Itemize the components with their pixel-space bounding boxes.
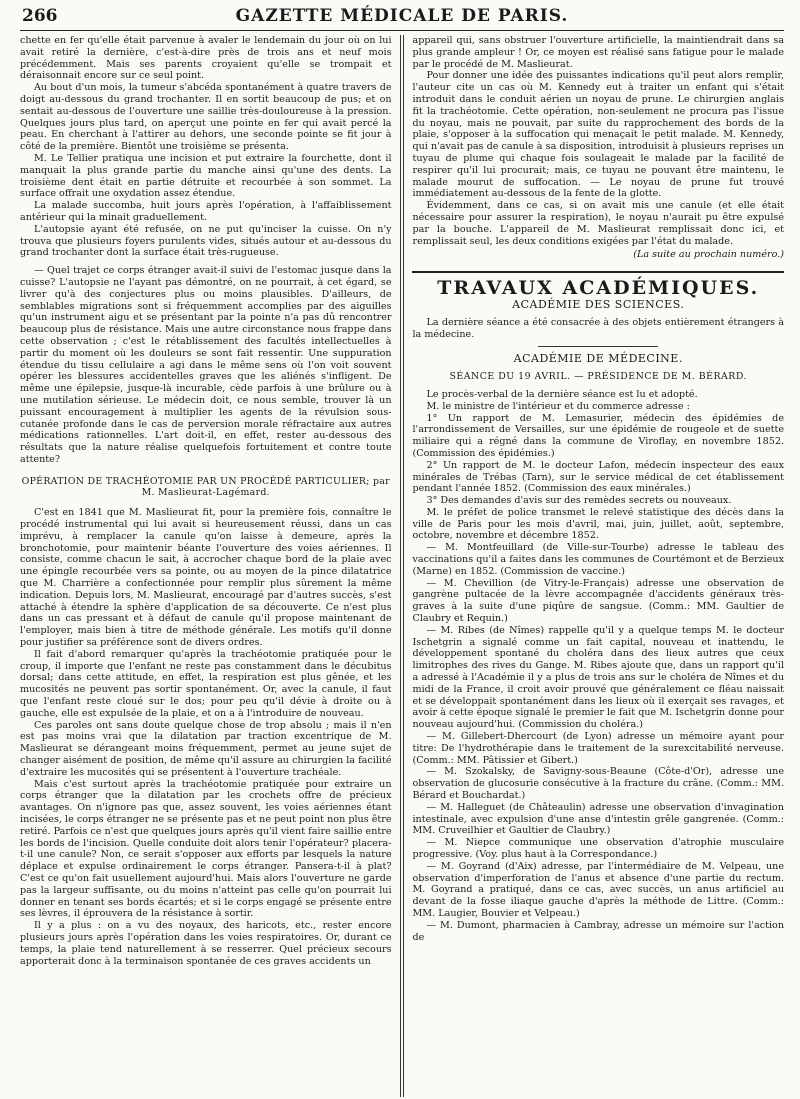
paragraph: M. le ministre de l'intérieur et du commerce adresse : (426, 400, 690, 412)
paragraph: — M. Szokalsky, de Savigny-sous-Beaune (Côte-d'Or), adresse une observation de glucosurie consécutive à la fracture du crâne. (Comm.: MM. Bérard et Bouchardat.) (412, 766, 784, 802)
paragraph: C'est en 1841 que M. Maslieurat fit, pour la première fois, connaître le procédé instrumental qui lui avait si heureusement réussi, dans un cas imprévu, à remplacer la canule qu'on laisse à demeure, après la bronchotomie, pour maintenir béante l'ouverture des voies aériennes. Il consiste, comme chacun le sait, à accrocher chaque bord de la plaie avec une épingle recourbée vers sa pointe, ou au moyen de la pince dilatatrice que M. Charrière a confectionnée pour remplir plus sûrement la même indication. Depuis lors, M. Maslieurat, encouragé par d'autres succès, s'est attaché à étendre la sphère d'application de sa découverte. Ce n'est plus dans un cas pressant et à défaut de canule qu'il propose maintenant de l'employer, mais bien à titre de méthode générale. Les motifs qu'il donne pour justifier sa préférence sont de divers ordres. (20, 507, 392, 649)
paragraph: Ces paroles ont sans doute quelque chose de trop absolu ; mais il n'en est pas moins vrai que la dilatation par traction excentrique de M. Maslieurat se dérangeant moins fréquemment, permet au jeune sujet de changer aisément de position, de même qu'il assure au chirurgien la facilité d'extraire les mucosités qui se présentent à l'ouverture trachéale. (20, 719, 392, 778)
paragraph: chette en fer qu'elle était parvenue à avaler le lendemain du jour où on lui avait retiré la dernière, c'est-à-dire près de trois ans et neuf mois précédemment. Mais ses parents croyaient qu'elle se trompait et déraisonnait encore sur ce seul point. (20, 35, 392, 82)
paragraph: La malade succomba, huit jours après l'opération, à l'affaiblissement antérieur qui la minait graduellement. (20, 200, 392, 223)
paragraph: — M. Goyrand (d'Aix) adresse, par l'intermédiaire de M. Velpeau, une observation d'imperforation de l'anus et absence d'une partie du rectum. M. Goyrand a pratiqué, dans ce cas, avec succès, un anus artificiel au devant de la fosse iliaque gauche d'après la méthode de Littre. (Comm.: MM. Laugier, Bouvier et Velpeau.) (412, 860, 784, 919)
paragraph: La dernière séance a été consacrée à des objets entièrement étrangers à la médecine. (412, 316, 784, 340)
left-column (20, 35, 400, 1097)
section-title: OPÉRATION DE TRACHÉOTOMIE PAR UN PROCÉDÉ PARTICULIER; par M. Maslieurat-Lagémard. (21, 475, 390, 499)
paragraph: — M. Halleguet (de Châteaulin) adresse une observation d'invagination intestinale, avec expulsion d'une anse d'intestin grêle gangrenée. (Comm.: MM. Cruveilhier et Gaultier de Claubry.) (412, 801, 784, 837)
page-header (20, 0, 784, 31)
paragraph: — M. Gillebert-Dhercourt (de Lyon) adresse un mémoire ayant pour titre: De l'hydrothérapie dans le traitement de la surexcitabilité nerveuse. (Comm.: MM. Pâtissier et Gibert.) (412, 731, 784, 766)
two-column-body (20, 35, 784, 1097)
paragraph: — M. Montfeuillard (de Ville-sur-Tourbe) adresse le tableau des vaccinations qu'il a faites dans les communes de Courtémont et de Berzieux (Marne) en 1852. (Commission de vaccine.) (412, 542, 784, 577)
page-number: 266 (22, 6, 58, 26)
paragraph: L'autopsie ayant été refusée, on ne put qu'inciser la cuisse. On n'y trouva que plusieurs foyers purulents vides, situés autour et au-dessous du grand trochanter dont la surface était très-rugueuse. (20, 223, 392, 259)
paragraph: — M. Chevillion (de Vitry-le-Français) adresse une observation de gangrène pultacée de la lèvre accompagnée d'accidents généraux très-graves à la suite d'une piqûre de sangsue. (Comm.: MM. Gaultier de Claubry et Requin.) (412, 577, 784, 625)
paragraph: Évidemment, dans ce cas, si on avait mis une canule (et elle était nécessaire pour assurer la respiration), le noyau n'aurait pu être expulsé par la bouche. L'appareil de M. Maslieurat remplissait donc ici, et remplissait seul, les deux conditions exigées par l'état du malade. (412, 200, 784, 247)
paragraph: — M. Niepce communique une observation d'atrophie musculaire progressive. (Voy. plus haut à la Correspondance.) (412, 837, 784, 860)
paragraph: 2° Un rapport de M. le docteur Lafon, médecin inspecteur des eaux minérales de Trébas (Tarn), sur le service médical de cet établissement pendant l'année 1852. (Commission des eaux minérales.) (412, 459, 784, 495)
paragraph: Mais c'est surtout après la trachéotomie pratiquée pour extraire un corps étranger que la dilatation par les crochets offre de précieux avantages. On n'ignore pas que, assez souvent, les voies aériennes étant incisées, le corps étranger ne se présente pas et ne peut point non plus être retiré. Parfois ce n'est que quelques jours après qu'il vient faire saillie entre les bords de l'incision. Quelle conduite doit alors tenir l'opérateur? placera-t-il une canule? Non, ce serait s'opposer aux efforts par lesquels la nature déplace et expulse ordinairement le corps étranger. Pansera-t-il à plat? C'est ce qu'on fait usuellement aujourd'hui. Mais alors l'ouverture ne garde pas la largeur suffisante, ou du moins n'atteint pas celle qu'on pourrait lui donner en tenant ses bords écartés; et si le corps engagé se présente entre ses lèvres, il éprouvera de la résistance à sortir. (20, 778, 392, 920)
paragraph: appareil qui, sans obstruer l'ouverture artificielle, la maintiendrait dans sa plus grande ampleur ! Or, ce moyen est réalisé sans fatigue pour le malade par le procédé de M. Maslieurat. (412, 35, 784, 70)
running-head: GAZETTE MÉDICALE DE PARIS. (235, 6, 569, 26)
academy-medicine-heading: ACADÉMIE DE MÉDECINE. (513, 352, 683, 366)
paragraph: Pour donner une idée des puissantes indications qu'il peut alors remplir, l'auteur cite un cas où M. Kennedy eut à traiter un enfant qui s'était introduit dans le conduit aérien un noyau de prune. Le chirurgien anglais fit la trachéotomie. Cette opération, non-seulement ne procura pas l'issue du noyau, mais ne pouvait, par suite du rapprochement des bords de la plaie, s'opposer à la suffocation qui menaçait le petit malade. M. Kennedy, qui n'avait pas de canule à sa disposition, introduisit à plusieurs reprises un tuyau de plume qui chaque fois soulageait le malade par la facilité de respirer qu'il lui procurait; mais, ce tuyau ne pouvant être maintenu, le malade mourut de suffocation. — Le noyau de prune fut trouvé immédiatement au-dessous de la fente de la glotte. (412, 70, 784, 200)
paragraph: M. Le Tellier pratiqua une incision et put extraire la fourchette, dont il manquait la plus grande partie du manche ainsi qu'une des dents. La troisième dent était en partie détruite et recourbée à son sommet. La surface offrait une oxydation assez étendue. (20, 152, 392, 200)
section-heading: TRAVAUX ACADÉMIQUES. (437, 277, 760, 300)
paragraph: Au bout d'un mois, la tumeur s'abcéda spontanément à quatre travers de doigt au-dessous du grand trochanter. Il en sortit beaucoup de pus; et on sentait au-dessous de l'ouverture une saillie très-douloureuse à la pression. Quelques jours plus tard, on aperçut une pointe en fer qui avait percé la peau. En cherchant à l'attirer au dehors, une seconde pointe se fit jour à côté de la première. Bientôt une troisième se présenta. (20, 82, 392, 153)
paragraph: — M. Dumont, pharmacien à Cambray, adresse un mémoire sur l'action de (412, 919, 784, 943)
paragraph: — M. Ribes (de Nîmes) rappelle qu'il y a quelque temps M. le docteur Ischetgrin a signalé comme un fait capital, nouveau et inattendu, le développement spontané du choléra dans des lieux autres que ceux limitrophes des rives du Gange. M. Ribes ajoute que, dans un rapport qu'il a adressé à l'Académie il y a plus de trois ans sur le choléra de Nîmes et du midi de la France, il croit avoir prouvé que généralement ce fléau naissait et se développait spontanément dans les lieux où il exerçait ses ravages, et avoir à cette époque signalé le premier le fait que M. Ischetgrin donne pour nouveau aujourd'hui. (Commission du choléra.) (412, 624, 784, 731)
paragraph: Il fait d'abord remarquer qu'après la trachéotomie pratiquée pour le croup, il importe que l'enfant ne reste pas constamment dans le décubitus dorsal; dans cette attitude, en effet, la respiration est plus gênée, et les mucosités ne peuvent pas sortir spontanément. Or, avec la canule, il faut que l'enfant reste cloué sur le dos; pour peu qu'il dévie à droite ou à gauche, elle est expulsée de la plaie, et on a à l'introduire de nouveau. (20, 648, 392, 719)
session-heading: SÉANCE DU 19 AVRIL. — PRÉSIDENCE DE M. BÉRARD. (449, 371, 747, 383)
academy-sciences-heading: ACADÉMIE DES SCIENCES. (512, 297, 685, 311)
paragraph: M. le préfet de police transmet le relevé statistique des décès dans la ville de Paris pour les mois d'avril, mai, juin, juillet, août, septembre, octobre, novembre et décembre 1852. (412, 506, 784, 542)
paragraph: Le procès-verbal de la dernière séance est lu et adopté. (426, 388, 698, 400)
paragraph: Il y a plus : on a vu des noyaux, des haricots, etc., rester encore plusieurs jours après l'opération dans les voies respiratoires. Or, durant ce temps, la plaie tend naturellement à se resserrer. Quel précieux secours apporterait donc à la terminaison spontanée de ces graves accidents un (20, 920, 392, 967)
section-rule (412, 271, 784, 273)
right-column (404, 35, 784, 1097)
paragraph: 1° Un rapport de M. Lemasurier, médecin des épidémies de l'arrondissement de Versailles, sur une épidémie de rougeole et de suette miliaire qui a régné dans la commune de Viroflay, en novembre 1852. (Commission des épidémies.) (412, 412, 784, 459)
paragraph: — Quel trajet ce corps étranger avait-il suivi de l'estomac jusque dans la cuisse? L'autopsie ne l'ayant pas démontré, on ne pourrait, à cet égard, se livrer qu'à des conjectures plus ou moins plausibles. D'ailleurs, de semblables migrations sont si fréquemment accomplies par des aiguilles qu'un instrument aigu et se présentant par la pointe n'a pas dû rencontrer beaucoup plus de résistance. Mais une autre circonstance nous frappe dans cette observation ; c'est le rétablissement des facultés intellectuelles à partir du moment où les douleurs se sont fait ressentir. Une suppuration étendue du tissu cellulaire a agi dans le même sens où l'on voit souvent opérer les blessures accidentelles graves que les aliénés s'infligent. De même une épilepsie, jusque-là incurable, cède parfois à une brûlure ou à une mutilation sérieuse. Le médecin doit, ce nous semble, trouver là un puissant encouragement à multiplier les agents de la révulsion sous-cutanée profonde dans le cas de perversion morale réfractaire aux autres médications rationnelles. L'art doit-il, en effet, rester au-dessous des résultats que la nature réalise quelquefois fortuitement et contre toute attente? (20, 265, 392, 465)
paragraph: 3° Des demandes d'avis sur des remèdes secrets ou nouveaux. (426, 495, 732, 507)
short-rule (538, 346, 658, 347)
continuation-note: (La suite au prochain numéro.) (633, 249, 784, 261)
